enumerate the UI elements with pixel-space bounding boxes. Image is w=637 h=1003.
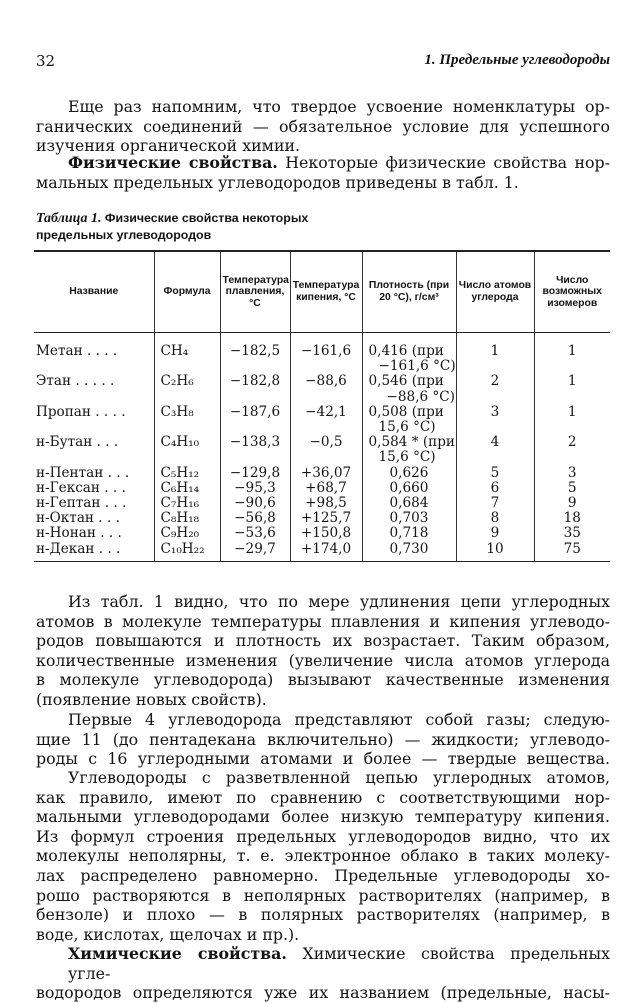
branched-paragraph — [36, 768, 610, 944]
cell-formula: C₃H₈ — [154, 405, 220, 435]
properties-table — [34, 250, 610, 562]
text-line — [36, 153, 610, 173]
table-row — [34, 511, 610, 526]
cell-melting: −187,6 — [220, 405, 290, 435]
cell-boiling: +125,7 — [290, 511, 362, 526]
text-line: Углеводороды с разветвленной цепью углеродных атомов, — [68, 768, 610, 787]
running-title: 1. Предельные углеводороды — [424, 52, 610, 68]
header-formula: Формула — [154, 251, 220, 333]
cell-carbon: 9 — [456, 526, 534, 541]
cell-density: 0,508 (при 15,6 °С) — [362, 405, 456, 435]
cell-boiling: +68,7 — [290, 481, 362, 496]
cell-density: 0,416 (при −161,6 °С) — [362, 333, 456, 375]
chemical-heading: Химические свойства. — [68, 944, 287, 963]
cell-isomers: 75 — [534, 542, 610, 562]
cell-name: н-Бутан . . . — [36, 434, 119, 451]
cell-formula: C₅H₁₂ — [154, 466, 220, 481]
cell-isomers: 1 — [534, 374, 610, 404]
cell-name: Пропан . . . . — [36, 403, 126, 420]
intro-paragraph — [36, 97, 610, 156]
table-row — [34, 542, 610, 562]
caption-line1: Физические свойства некоторых — [101, 211, 309, 225]
cell-density: 0,546 (при −88,6 °С) — [362, 374, 456, 404]
states-paragraph — [36, 710, 610, 769]
cell-density: 0,584 * (при 15,6 °С) — [362, 435, 456, 465]
cell-carbon: 8 — [456, 511, 534, 526]
text-line: родов повышаются и плотность их возрастает. Таким образом, — [36, 631, 610, 651]
text-line: Еще раз напомним, что твердое усвоение номенклатуры ор- — [68, 97, 610, 116]
cell-melting: −90,6 — [220, 496, 290, 511]
cell-carbon: 10 — [456, 542, 534, 562]
header-carbon-atoms: Число атомов углерода — [456, 251, 534, 333]
cell-density: 0,718 — [362, 526, 456, 541]
table-row — [34, 466, 610, 481]
text-line: мальными углеводородами более низкую температуру кипения. — [36, 807, 610, 827]
table-row — [34, 481, 610, 496]
conclusion-paragraph — [36, 592, 610, 710]
cell-boiling: +174,0 — [290, 542, 362, 562]
text-line: ганических соединений — обязательное условие для успешного — [36, 116, 610, 136]
page-header — [36, 52, 610, 74]
cell-boiling: −0,5 — [290, 435, 362, 465]
text-line: Первые 4 углеводорода представляют собой газы; следую- — [68, 710, 610, 729]
chemical-properties-paragraph — [36, 944, 610, 1003]
physical-line1: Некоторые физические свойства нор- — [277, 153, 610, 172]
caption-line2: предельных углеводородов — [36, 228, 212, 242]
cell-name: н-Октан . . . — [36, 510, 120, 527]
cell-melting: −129,8 — [220, 466, 290, 481]
cell-melting: −29,7 — [220, 542, 290, 562]
cell-carbon: 2 — [456, 374, 534, 404]
text-line: количественные изменения (увеличение числа атомов углерода — [36, 650, 610, 670]
text-line: изучения органической химии. — [36, 136, 301, 156]
table-row — [34, 435, 610, 465]
header-density: Плотность (при 20 °С), г/см³ — [362, 251, 456, 333]
cell-isomers: 3 — [534, 466, 610, 481]
cell-melting: −182,8 — [220, 374, 290, 404]
text-line: молекулы неполярны, т. е. электронное облако в таких молеку- — [36, 846, 610, 866]
page-number: 32 — [36, 52, 56, 70]
table-caption — [36, 210, 456, 243]
text-line: в молекуле углеводорода) вызывают качественные изменения — [36, 670, 610, 690]
table-row — [34, 374, 610, 404]
text-line: водородов определяются уже их названием (предельные, насы- — [36, 983, 610, 1003]
text-line: атомов в молекуле температуры плавления и кипения углеводо- — [36, 611, 610, 631]
text-line: Из формул строения предельных углеводородов видно, что их — [36, 826, 610, 846]
cell-formula: CH₄ — [154, 333, 220, 375]
table-row — [34, 333, 610, 375]
cell-density: 0,660 — [362, 481, 456, 496]
table-row — [34, 405, 610, 435]
cell-melting: −95,3 — [220, 481, 290, 496]
table-header-row — [34, 251, 610, 333]
cell-formula: C₇H₁₆ — [154, 496, 220, 511]
cell-name: н-Декан . . . — [34, 542, 154, 562]
cell-density: 0,703 — [362, 511, 456, 526]
cell-boiling: −42,1 — [290, 405, 362, 435]
cell-melting: −182,5 — [220, 333, 290, 375]
text-line: (появление новых свойств). — [36, 689, 267, 709]
cell-isomers: 18 — [534, 511, 610, 526]
cell-name: н-Пентан . . . — [36, 464, 130, 481]
cell-isomers: 2 — [534, 435, 610, 465]
text-line: бензоле) и плохо — в полярных растворителях (например, в — [36, 905, 610, 925]
cell-isomers: 9 — [534, 496, 610, 511]
header-boiling: Температура кипения, °С — [290, 251, 362, 333]
cell-boiling: −88,6 — [290, 374, 362, 404]
cell-formula: C₄H₁₀ — [154, 435, 220, 465]
cell-formula: C₁₀H₂₂ — [154, 542, 220, 562]
cell-boiling: +150,8 — [290, 526, 362, 541]
cell-name: н-Гептан . . . — [36, 495, 127, 512]
text-line — [36, 944, 610, 983]
cell-name: н-Гексан . . . — [36, 479, 126, 496]
cell-carbon: 4 — [456, 435, 534, 465]
cell-boiling: −161,6 — [290, 333, 362, 375]
cell-name: Метан . . . . — [36, 343, 118, 359]
caption-label: Таблица 1. — [36, 211, 102, 226]
cell-melting: −138,3 — [220, 435, 290, 465]
header-isomers: Число возможных изомеров — [534, 251, 610, 333]
cell-density: 0,684 — [362, 496, 456, 511]
cell-carbon: 7 — [456, 496, 534, 511]
text-line: мальных предельных углеводородов приведены в табл. 1. — [36, 172, 519, 192]
text-line: Из табл. 1 видно, что по мере удлинения цепи углеродных — [68, 592, 610, 611]
chemical-line1: Химические свойства предельных угле- — [68, 944, 610, 983]
text-line: воде, кислотах, щелочах и пр.). — [36, 924, 300, 944]
cell-isomers: 5 — [534, 481, 610, 496]
cell-formula: C₂H₆ — [154, 374, 220, 404]
cell-melting: −56,8 — [220, 511, 290, 526]
cell-name: Этан . . . . . — [36, 373, 115, 390]
text-line: щие 11 (до пентадекана включительно) — жидкости; углеводо- — [36, 729, 610, 749]
table-row — [34, 526, 610, 541]
text-line: роды с 16 углеродными атомами и более — твердые вещества. — [36, 749, 610, 769]
header-melting: Температура плавления, °С — [220, 251, 290, 333]
physical-heading: Физические свойства. — [68, 153, 278, 172]
cell-isomers: 35 — [534, 526, 610, 541]
cell-carbon: 5 — [456, 466, 534, 481]
cell-formula: C₉H₂₀ — [154, 526, 220, 541]
cell-formula: C₆H₁₄ — [154, 481, 220, 496]
cell-boiling: +98,5 — [290, 496, 362, 511]
cell-melting: −53,6 — [220, 526, 290, 541]
cell-isomers: 1 — [534, 333, 610, 375]
cell-formula: C₈H₁₈ — [154, 511, 220, 526]
cell-boiling: +36,07 — [290, 466, 362, 481]
text-line: как правило, имеют по сравнению с соответствующими нор- — [36, 787, 610, 807]
text-line: лах распределено равномерно. Предельные углеводороды хо- — [36, 865, 610, 885]
cell-density: 0,730 — [362, 542, 456, 562]
cell-carbon: 3 — [456, 405, 534, 435]
header-name: Название — [34, 251, 154, 333]
cell-density: 0,626 — [362, 466, 456, 481]
cell-carbon: 6 — [456, 481, 534, 496]
cell-carbon: 1 — [456, 333, 534, 375]
cell-name: н-Нонан . . . — [36, 525, 122, 542]
physical-properties-paragraph — [36, 153, 610, 192]
text-line: рошо растворяются в неполярных растворителях (например, в — [36, 885, 610, 905]
table-row — [34, 496, 610, 511]
cell-isomers: 1 — [534, 405, 610, 435]
